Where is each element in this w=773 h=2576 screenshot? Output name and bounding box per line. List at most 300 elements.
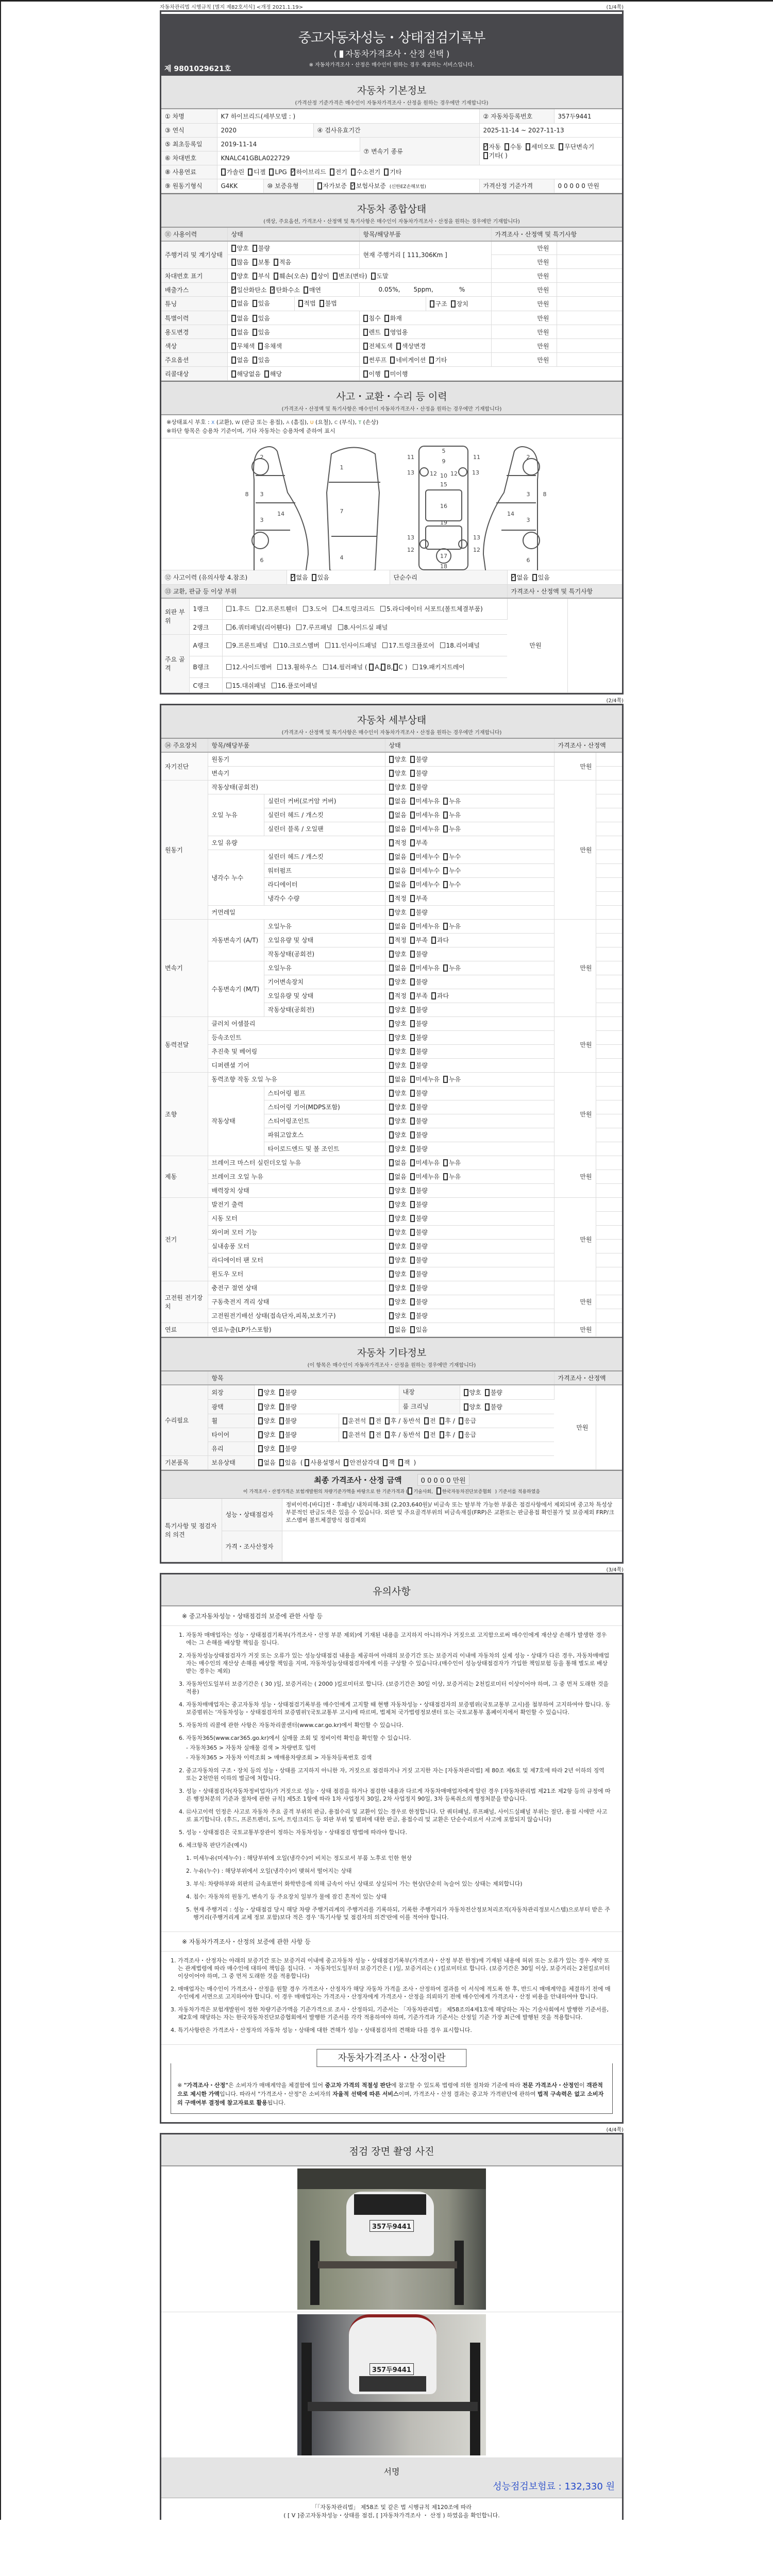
option[interactable] <box>464 1403 481 1411</box>
checkbox[interactable] <box>256 606 261 612</box>
checkbox[interactable] <box>389 964 394 972</box>
option[interactable] <box>443 1159 461 1166</box>
checkbox[interactable] <box>389 895 394 902</box>
checkbox[interactable] <box>226 606 231 612</box>
checkbox[interactable] <box>410 1298 415 1306</box>
option[interactable] <box>485 1403 502 1411</box>
checkbox[interactable] <box>383 1459 388 1466</box>
checkbox[interactable] <box>389 1229 394 1236</box>
checkbox[interactable] <box>389 1048 394 1055</box>
part-option[interactable] <box>382 642 434 649</box>
option[interactable] <box>330 168 347 176</box>
checkbox[interactable] <box>389 1312 394 1319</box>
checkbox[interactable] <box>371 273 376 280</box>
checkbox[interactable] <box>382 642 388 648</box>
option[interactable] <box>390 357 426 364</box>
option[interactable] <box>440 1417 455 1425</box>
checkbox[interactable] <box>270 286 275 294</box>
checkbox[interactable] <box>258 1431 263 1438</box>
option[interactable] <box>384 329 408 336</box>
checkbox[interactable] <box>389 1159 394 1166</box>
checkbox[interactable] <box>410 811 415 819</box>
checkbox[interactable] <box>413 664 418 670</box>
checkbox[interactable] <box>320 300 324 307</box>
option[interactable] <box>384 168 401 176</box>
option[interactable] <box>389 811 407 819</box>
checkbox[interactable] <box>231 259 236 266</box>
checkbox[interactable] <box>389 937 394 944</box>
option[interactable] <box>274 273 308 280</box>
option[interactable] <box>410 1312 428 1319</box>
checkbox[interactable] <box>443 825 448 833</box>
option[interactable] <box>389 951 407 958</box>
checkbox[interactable] <box>410 1090 415 1097</box>
option[interactable] <box>410 839 428 846</box>
option[interactable] <box>410 1145 428 1153</box>
option[interactable] <box>559 143 594 150</box>
checkbox[interactable] <box>291 168 295 176</box>
option[interactable] <box>253 245 270 252</box>
checkbox[interactable] <box>231 300 236 307</box>
checkbox[interactable] <box>424 1417 429 1425</box>
option[interactable] <box>221 168 245 176</box>
checkbox[interactable] <box>532 574 537 581</box>
option[interactable] <box>258 1459 276 1466</box>
checkbox[interactable] <box>410 1006 415 1013</box>
option[interactable] <box>269 168 287 176</box>
option[interactable] <box>389 1187 407 1194</box>
checkbox[interactable] <box>343 1417 347 1425</box>
checkbox[interactable] <box>231 329 236 336</box>
option[interactable] <box>443 853 461 860</box>
option[interactable] <box>451 300 468 308</box>
option[interactable] <box>389 1257 407 1264</box>
checkbox[interactable] <box>443 1173 448 1180</box>
checkbox[interactable] <box>323 664 328 670</box>
checkbox[interactable] <box>485 1389 490 1396</box>
option[interactable] <box>384 315 402 322</box>
checkbox[interactable] <box>389 839 394 846</box>
option[interactable] <box>410 1159 440 1166</box>
checkbox[interactable] <box>305 1459 309 1466</box>
option[interactable] <box>291 574 308 581</box>
option[interactable] <box>410 1298 428 1306</box>
option[interactable] <box>389 1062 407 1069</box>
option[interactable] <box>389 1090 407 1097</box>
option[interactable] <box>410 978 428 986</box>
checkbox[interactable] <box>410 937 415 944</box>
checkbox[interactable] <box>443 811 448 819</box>
checkbox[interactable] <box>258 343 263 350</box>
checkbox[interactable] <box>258 1389 263 1396</box>
checkbox[interactable] <box>389 1326 394 1333</box>
option[interactable] <box>464 1389 481 1396</box>
checkbox[interactable] <box>258 1459 263 1466</box>
option[interactable] <box>410 1257 428 1264</box>
part-option[interactable] <box>226 682 266 689</box>
checkbox[interactable] <box>389 798 394 805</box>
part-option[interactable] <box>226 605 250 613</box>
option[interactable] <box>410 1326 428 1333</box>
checkbox[interactable] <box>410 839 415 846</box>
option[interactable] <box>483 143 501 150</box>
option[interactable] <box>410 951 428 958</box>
option[interactable] <box>279 1459 297 1466</box>
checkbox[interactable] <box>381 664 385 671</box>
checkbox[interactable] <box>253 273 257 280</box>
option[interactable] <box>408 1489 433 1495</box>
checkbox[interactable] <box>389 811 394 819</box>
checkbox[interactable] <box>363 329 368 336</box>
option[interactable] <box>431 992 449 999</box>
option[interactable] <box>389 937 407 944</box>
checkbox[interactable] <box>443 923 448 930</box>
part-option[interactable] <box>338 624 388 631</box>
option[interactable] <box>410 1131 428 1139</box>
checkbox[interactable] <box>389 1076 394 1083</box>
option[interactable] <box>270 286 299 294</box>
checkbox[interactable] <box>385 1417 390 1425</box>
option[interactable] <box>389 1076 407 1083</box>
checkbox[interactable] <box>231 245 236 252</box>
checkbox[interactable] <box>440 642 445 648</box>
checkbox[interactable] <box>410 1062 415 1069</box>
checkbox[interactable] <box>410 853 415 860</box>
option[interactable] <box>389 1104 407 1111</box>
option[interactable] <box>343 1431 366 1438</box>
checkbox[interactable] <box>410 1284 415 1292</box>
option[interactable] <box>258 1417 276 1425</box>
option[interactable] <box>231 315 249 322</box>
checkbox[interactable] <box>436 1487 441 1495</box>
part-option[interactable] <box>256 605 297 613</box>
part-option[interactable] <box>380 605 483 613</box>
option[interactable] <box>369 1417 381 1425</box>
checkbox[interactable] <box>410 1020 415 1027</box>
checkbox[interactable] <box>389 1062 394 1069</box>
option[interactable] <box>320 300 337 307</box>
option[interactable] <box>304 286 321 294</box>
checkbox[interactable] <box>485 1403 490 1411</box>
checkbox[interactable] <box>253 300 257 307</box>
checkbox[interactable] <box>258 1445 263 1452</box>
option[interactable] <box>410 1034 428 1041</box>
option[interactable] <box>389 839 407 846</box>
checkbox[interactable] <box>443 1076 448 1083</box>
checkbox[interactable] <box>389 1090 394 1097</box>
checkbox[interactable] <box>389 1104 394 1111</box>
checkbox[interactable] <box>410 909 415 916</box>
option[interactable] <box>389 881 407 888</box>
part-option[interactable] <box>226 664 272 671</box>
checkbox[interactable] <box>410 1201 415 1208</box>
option[interactable] <box>410 1229 428 1236</box>
checkbox[interactable] <box>410 992 415 999</box>
option[interactable] <box>410 909 428 916</box>
option[interactable] <box>363 357 387 364</box>
checkbox[interactable] <box>231 343 236 350</box>
option[interactable] <box>231 273 249 280</box>
option[interactable] <box>279 1431 297 1438</box>
checkbox[interactable] <box>410 1229 415 1236</box>
checkbox[interactable] <box>410 1326 415 1333</box>
checkbox[interactable] <box>389 951 394 958</box>
checkbox[interactable] <box>410 1131 415 1139</box>
checkbox[interactable] <box>389 1173 394 1180</box>
option[interactable] <box>410 937 428 944</box>
checkbox[interactable] <box>410 881 415 888</box>
checkbox[interactable] <box>410 1104 415 1111</box>
option[interactable] <box>443 964 461 972</box>
option[interactable] <box>429 357 447 364</box>
checkbox[interactable] <box>410 1243 415 1250</box>
checkbox[interactable] <box>272 683 277 688</box>
checkbox[interactable] <box>384 329 389 336</box>
checkbox[interactable] <box>410 964 415 972</box>
option[interactable] <box>396 343 426 350</box>
option[interactable] <box>410 923 440 930</box>
checkbox[interactable] <box>459 1431 463 1438</box>
checkbox[interactable] <box>351 168 356 176</box>
checkbox[interactable] <box>253 357 257 364</box>
checkbox[interactable] <box>231 273 236 280</box>
option[interactable] <box>389 964 407 972</box>
part-option[interactable]: 14.필러패널 ( A, B, C ) <box>323 664 408 671</box>
option[interactable] <box>410 867 440 874</box>
checkbox[interactable] <box>384 315 389 322</box>
option[interactable] <box>410 1006 428 1013</box>
checkbox[interactable] <box>363 357 368 364</box>
option[interactable] <box>410 1173 440 1180</box>
checkbox[interactable] <box>511 574 516 581</box>
option[interactable] <box>253 273 270 280</box>
checkbox[interactable] <box>464 1403 468 1411</box>
part-option[interactable] <box>226 624 291 631</box>
checkbox[interactable] <box>350 182 355 190</box>
option[interactable] <box>443 867 461 874</box>
option[interactable] <box>389 1131 407 1139</box>
option[interactable] <box>443 1173 461 1180</box>
checkbox[interactable] <box>410 770 415 777</box>
checkbox[interactable] <box>410 895 415 902</box>
checkbox[interactable] <box>389 1284 394 1292</box>
checkbox[interactable] <box>410 867 415 874</box>
checkbox[interactable] <box>410 1117 415 1125</box>
checkbox[interactable] <box>343 1431 347 1438</box>
checkbox[interactable] <box>389 1257 394 1264</box>
part-option[interactable] <box>274 642 320 649</box>
option[interactable] <box>389 895 407 902</box>
checkbox[interactable] <box>410 1076 415 1083</box>
option[interactable] <box>410 1215 428 1222</box>
option[interactable] <box>410 811 440 819</box>
checkbox[interactable] <box>398 1459 403 1466</box>
option[interactable] <box>253 300 270 307</box>
checkbox[interactable] <box>380 606 385 612</box>
option[interactable] <box>389 853 407 860</box>
checkbox[interactable] <box>451 300 456 308</box>
checkbox[interactable] <box>410 784 415 791</box>
checkbox[interactable] <box>393 664 398 671</box>
checkbox[interactable] <box>410 923 415 930</box>
checkbox[interactable] <box>389 784 394 791</box>
checkbox[interactable] <box>274 642 279 648</box>
option[interactable] <box>410 784 428 791</box>
checkbox[interactable] <box>389 1145 394 1153</box>
part-option[interactable] <box>272 682 317 689</box>
checkbox[interactable] <box>226 664 231 670</box>
checkbox[interactable] <box>430 300 434 308</box>
option[interactable] <box>459 1417 476 1425</box>
checkbox[interactable] <box>443 1159 448 1166</box>
checkbox[interactable] <box>330 168 334 176</box>
checkbox[interactable] <box>258 1417 263 1425</box>
option[interactable] <box>389 1145 407 1153</box>
part-option[interactable] <box>325 642 377 649</box>
option[interactable] <box>312 273 329 280</box>
checkbox[interactable] <box>389 1270 394 1278</box>
checkbox[interactable] <box>385 1431 390 1438</box>
checkbox[interactable] <box>389 1131 394 1139</box>
option[interactable] <box>483 152 508 159</box>
checkbox[interactable] <box>440 1417 444 1425</box>
option[interactable] <box>410 1062 428 1069</box>
checkbox[interactable] <box>384 370 389 378</box>
checkbox[interactable] <box>389 867 394 874</box>
part-option[interactable] <box>333 605 375 613</box>
option[interactable] <box>511 574 529 581</box>
checkbox[interactable] <box>443 867 448 874</box>
checkbox[interactable] <box>410 756 415 763</box>
checkbox[interactable] <box>431 992 436 999</box>
checkbox[interactable] <box>389 825 394 833</box>
option[interactable] <box>279 1389 297 1396</box>
option[interactable] <box>389 1006 407 1013</box>
checkbox[interactable] <box>483 152 488 159</box>
option[interactable] <box>369 1431 381 1438</box>
checkbox[interactable] <box>431 937 436 944</box>
option[interactable] <box>410 1020 428 1027</box>
checkbox[interactable] <box>429 357 434 364</box>
option[interactable] <box>410 1284 428 1292</box>
option[interactable] <box>398 1459 410 1466</box>
checkbox[interactable] <box>221 168 226 176</box>
checkbox[interactable] <box>389 1006 394 1013</box>
option[interactable] <box>333 273 367 280</box>
checkbox[interactable] <box>277 664 282 670</box>
option[interactable] <box>389 1243 407 1250</box>
option[interactable] <box>410 756 428 763</box>
checkbox[interactable] <box>253 245 257 252</box>
checkbox[interactable] <box>410 978 415 986</box>
checkbox[interactable] <box>410 825 415 833</box>
checkbox[interactable] <box>389 1215 394 1222</box>
option[interactable] <box>389 1229 407 1236</box>
checkbox[interactable] <box>389 770 394 777</box>
checkbox[interactable] <box>389 909 394 916</box>
checkbox[interactable] <box>363 370 368 378</box>
checkbox[interactable] <box>389 923 394 930</box>
checkbox[interactable] <box>269 168 274 176</box>
checkbox[interactable] <box>410 1312 415 1319</box>
checkbox[interactable] <box>410 1159 415 1166</box>
option[interactable] <box>431 937 449 944</box>
option[interactable] <box>231 300 249 307</box>
checkbox[interactable] <box>389 1020 394 1027</box>
option[interactable] <box>389 756 407 763</box>
checkbox[interactable] <box>369 1417 374 1425</box>
option[interactable] <box>410 853 440 860</box>
option[interactable] <box>389 867 407 874</box>
checkbox[interactable] <box>369 1431 374 1438</box>
option[interactable] <box>305 1459 340 1466</box>
option[interactable] <box>410 881 440 888</box>
checkbox[interactable] <box>226 683 231 688</box>
option[interactable] <box>389 1159 407 1166</box>
checkbox[interactable] <box>410 1257 415 1264</box>
checkbox[interactable] <box>443 853 448 860</box>
option[interactable] <box>389 1326 407 1333</box>
part-option[interactable] <box>413 664 465 671</box>
option[interactable] <box>443 811 461 819</box>
option[interactable] <box>258 1403 276 1411</box>
option[interactable] <box>351 168 380 176</box>
option[interactable] <box>389 1298 407 1306</box>
checkbox[interactable] <box>389 1298 394 1306</box>
option[interactable] <box>410 1090 428 1097</box>
option[interactable] <box>410 1048 428 1055</box>
option[interactable] <box>231 286 267 294</box>
option[interactable] <box>231 343 255 350</box>
checkbox[interactable] <box>258 1403 263 1411</box>
option[interactable] <box>443 881 461 888</box>
checkbox[interactable] <box>410 1270 415 1278</box>
option[interactable] <box>532 574 550 581</box>
option[interactable] <box>371 273 389 280</box>
option[interactable] <box>410 1104 428 1111</box>
option[interactable] <box>363 370 381 378</box>
option[interactable] <box>443 923 461 930</box>
option[interactable] <box>279 1417 297 1425</box>
option[interactable] <box>410 1187 428 1194</box>
option[interactable] <box>258 1431 276 1438</box>
part-option[interactable] <box>277 664 317 671</box>
option[interactable] <box>383 1459 395 1466</box>
option[interactable] <box>410 1076 440 1083</box>
checkbox[interactable] <box>304 286 308 294</box>
checkbox[interactable] <box>410 1145 415 1153</box>
checkbox[interactable] <box>389 881 394 888</box>
checkbox[interactable] <box>291 574 295 581</box>
option[interactable] <box>436 1489 492 1495</box>
checkbox[interactable] <box>389 1117 394 1125</box>
checkbox[interactable] <box>231 315 236 322</box>
option[interactable] <box>440 1431 455 1438</box>
checkbox[interactable] <box>389 756 394 763</box>
option[interactable] <box>253 329 270 336</box>
option[interactable] <box>231 245 249 252</box>
checkbox[interactable] <box>459 1417 463 1425</box>
option[interactable] <box>410 895 428 902</box>
checkbox[interactable] <box>410 1034 415 1041</box>
checkbox[interactable] <box>424 1431 429 1438</box>
option[interactable] <box>258 1389 276 1396</box>
option[interactable] <box>459 1431 476 1438</box>
option[interactable] <box>363 315 381 322</box>
checkbox[interactable] <box>226 624 231 630</box>
option[interactable] <box>385 1431 421 1438</box>
option[interactable] <box>505 143 522 150</box>
